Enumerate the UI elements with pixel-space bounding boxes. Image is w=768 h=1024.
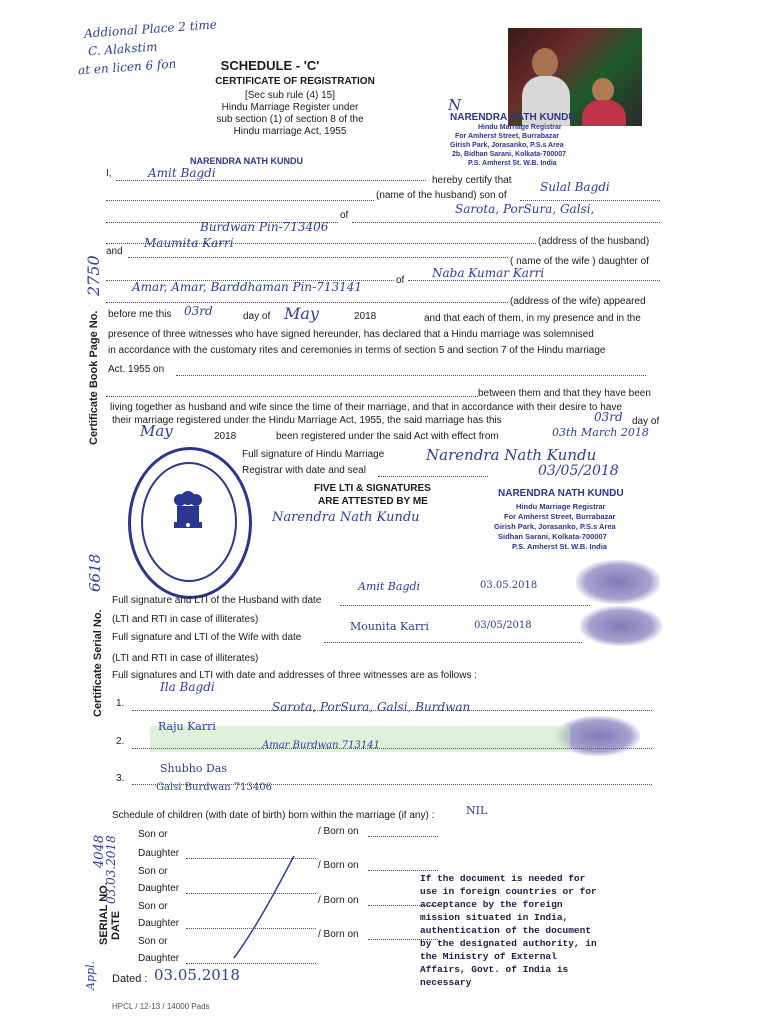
born-label-3: / Born on — [318, 895, 359, 906]
footer-code: HPCL / 12-13 / 14000 Pads — [112, 1002, 210, 1011]
right-stamp-name: NARENDRA NATH KUNDU — [498, 488, 624, 499]
header-line-2: sub section (1) of section 8 of the — [216, 114, 364, 125]
right-stamp-line-5: P.S. Amherst St. W.B. India — [512, 542, 608, 551]
schedule-title: SCHEDULE - 'C' — [220, 58, 320, 73]
top-stamp-line-4: 2b, Bidhan Sarani, Kolkata-700007 — [452, 151, 566, 158]
body-each: and that each of them, in my presence and in the — [424, 313, 641, 324]
right-stamp-line-3: Girish Park, Jorasanko, P.S.s Area — [494, 522, 616, 531]
right-stamp-line-1: Hindu Marriage Registrar — [516, 502, 606, 511]
sig-label-2: Registrar with date and seal — [242, 465, 366, 476]
attest-line-1: FIVE LTI & SIGNATURES — [314, 483, 431, 494]
witness-1-num: 1. — [116, 698, 125, 709]
witness-2-num: 2. — [116, 736, 125, 747]
witness-1-address: Sarota, PorSura, Galsi, Burdwan — [272, 700, 471, 714]
husband-signature: Amit Bagdi — [358, 580, 421, 593]
hw-wife-address: Amar, Amar, Barddhaman Pin-713141 — [132, 280, 363, 294]
hw-husband-address: Burdwan Pin-713406 — [200, 220, 329, 234]
serial-no-label: SERIAL NO. — [98, 882, 110, 945]
wife-sig-date: 03/05/2018 — [474, 620, 532, 631]
son-label-1: Son or — [138, 829, 168, 840]
attest-line-2: ARE ATTESTED BY ME — [318, 496, 428, 507]
right-stamp-line-4: Sidhan Sarani, Kolkata-700007 — [498, 532, 607, 541]
top-stamp-line-1: Hindu Marriage Registrar — [478, 124, 562, 131]
cross-out-stroke — [230, 852, 300, 962]
born-label-1: / Born on — [318, 826, 359, 837]
lti-note-1: (LTI and RTI in case of illiterates) — [112, 614, 259, 625]
body-before: before me this — [108, 309, 172, 320]
body-day-of: day of — [243, 311, 271, 322]
husband-sig-date: 03.05.2018 — [480, 580, 538, 591]
body-address-husband: (address of the husband) — [538, 236, 650, 247]
wife-signature: Mounita Karri — [350, 620, 429, 633]
hw-month: May — [284, 304, 319, 323]
body-year: 2018 — [354, 311, 377, 322]
dated-value: 03.05.2018 — [154, 966, 240, 984]
registrar-date: 03/05/2018 — [538, 463, 619, 479]
body-i: I, — [106, 168, 112, 179]
hw-husband-name: Amit Bagdi — [148, 166, 216, 180]
serial-no-value: 4048 — [92, 834, 107, 868]
body-certify: hereby certify that — [432, 175, 512, 186]
children-label: Schedule of children (with date of birth) born within the marriage (if any) : — [112, 810, 435, 821]
header-line-3: Hindu marriage Act, 1955 — [233, 126, 347, 137]
body-and: and — [106, 246, 123, 257]
top-note-line-3: at en licen 6 fon — [77, 56, 177, 78]
witness-1-name: Ila Bagdi — [160, 680, 215, 694]
daughter-label-1: Daughter — [138, 848, 180, 859]
body-between: between them and that they have been — [478, 388, 651, 399]
wife-sig-label: Full signature and LTI of the Wife with date — [112, 632, 302, 643]
witness-3-address: Galsi Burdwan 713406 — [156, 782, 272, 793]
top-note-line-2: C. Alakstim — [87, 39, 158, 59]
foreign-use-notice: If the document is needed for use in foreign countries or for acceptance by the foreign mission situated in India, authentication of the document by the designated authority, in the Ministry of External Affairs, Govt. of India is necessary — [420, 873, 597, 988]
top-stamp-line-2: For Amherst Street, Burrabazar — [455, 133, 559, 140]
hw-effect-date: 03th March 2018 — [552, 426, 649, 439]
witness-3-num: 3. — [116, 773, 125, 784]
appl-note: Appl. — [84, 960, 97, 990]
hw-husband-father: Sulal Bagdi — [540, 180, 610, 194]
top-stamp-line-3: Girish Park, Jorasanko, P.S.s Area — [450, 142, 564, 149]
side-book-page-number: 2750 — [84, 255, 103, 296]
children-nil: NIL — [466, 804, 488, 817]
hw-day: 03rd — [184, 304, 213, 318]
dated-label: Dated : — [112, 973, 148, 985]
husband-sig-label: Full signature and LTI of the Husband with date — [112, 595, 322, 606]
hw-month-2: May — [140, 422, 173, 440]
body-of: of — [340, 210, 349, 221]
registrar-signature: Narendra Nath Kundu — [426, 446, 597, 464]
body-para-3: living together as husband and wife since the time of their marriage, and that in accordance with their desire to have — [110, 402, 622, 413]
witness-label: Full signatures and LTI with date and addresses of three witnesses are as follows : — [112, 670, 478, 681]
son-label-3: Son or — [138, 901, 168, 912]
born-label-2: / Born on — [318, 860, 359, 871]
body-of-2: of — [396, 275, 405, 286]
attest-signature: Narendra Nath Kundu — [272, 510, 420, 525]
body-year-2: 2018 — [214, 431, 237, 442]
hw-husband-village: Sarota, PorSura, Galsi, — [455, 202, 595, 216]
witness-2-name: Raju Karri — [158, 720, 216, 733]
side-serial-number: 6618 — [86, 553, 104, 592]
registrar-printed-name: NARENDRA NATH KUNDU — [190, 156, 303, 166]
date-label: DATE — [110, 910, 122, 940]
lti-note-2: (LTI and RTI in case of illiterates) — [112, 653, 259, 664]
certificate-title: CERTIFICATE OF REGISTRATION — [215, 76, 375, 87]
daughter-label-2: Daughter — [138, 883, 180, 894]
rule-ref: [Sec sub rule (4) 15] — [244, 90, 336, 101]
body-name-wife: ( name of the wife ) daughter of — [510, 256, 649, 267]
body-para-2: in accordance with the customary rites and ceremonies in terms of section 5 and section 7 of the Hindu marriage — [108, 345, 606, 356]
body-act-on: Act. 1955 on — [108, 364, 165, 375]
witness-3-name: Shubho Das — [160, 762, 227, 775]
son-label-2: Son or — [138, 866, 168, 877]
top-note-line-1: Addional Place 2 time — [83, 17, 218, 41]
emblem-icon — [171, 490, 205, 536]
body-address-wife: (address of the wife) appeared — [510, 296, 646, 307]
body-been: been registered under the said Act with effect from — [276, 431, 499, 442]
son-label-4: Son or — [138, 936, 168, 947]
witness-2-address: Amar Burdwan 713141 — [262, 740, 380, 751]
hw-wife-father: Naba Kumar Karri — [432, 266, 545, 280]
emblem-seal — [128, 447, 252, 599]
sig-label-1: Full signature of Hindu Marriage — [242, 449, 385, 460]
thumbprint-husband — [576, 560, 660, 604]
top-stamp-name: NARENDRA NATH KUNDU — [450, 112, 576, 123]
hw-day-2: 03rd — [594, 410, 623, 424]
daughter-label-3: Daughter — [138, 918, 180, 929]
top-stamp-signature: N — [448, 96, 462, 114]
born-label-4: / Born on — [318, 929, 359, 940]
body-para-4: their marriage registered under the Hindu Marriage Act, 1955, the said marriage has this — [112, 415, 502, 426]
thumbprint-wife — [580, 606, 662, 646]
date-value: 03.03.2018 — [104, 835, 118, 904]
side-serial-label: Certificate Serial No. — [92, 609, 104, 717]
daughter-label-4: Daughter — [138, 953, 180, 964]
top-stamp-line-5: P.S. Amherst St. W.B. India — [468, 160, 557, 167]
body-name-husband: (name of the husband) son of — [376, 190, 507, 201]
header-line-1: Hindu Marriage Register under — [221, 102, 359, 113]
body-para-1: presence of three witnesses who have signed hereunder, has declared that a Hindu marriage was solemnised — [108, 329, 594, 340]
right-stamp-line-2: For Amherst Street, Burrabazar — [504, 512, 616, 521]
body-day-of-2: day of — [632, 416, 660, 427]
side-book-page-label: Certificate Book Page No. — [88, 310, 100, 445]
hw-wife-name: Maumita Karri — [144, 236, 234, 250]
